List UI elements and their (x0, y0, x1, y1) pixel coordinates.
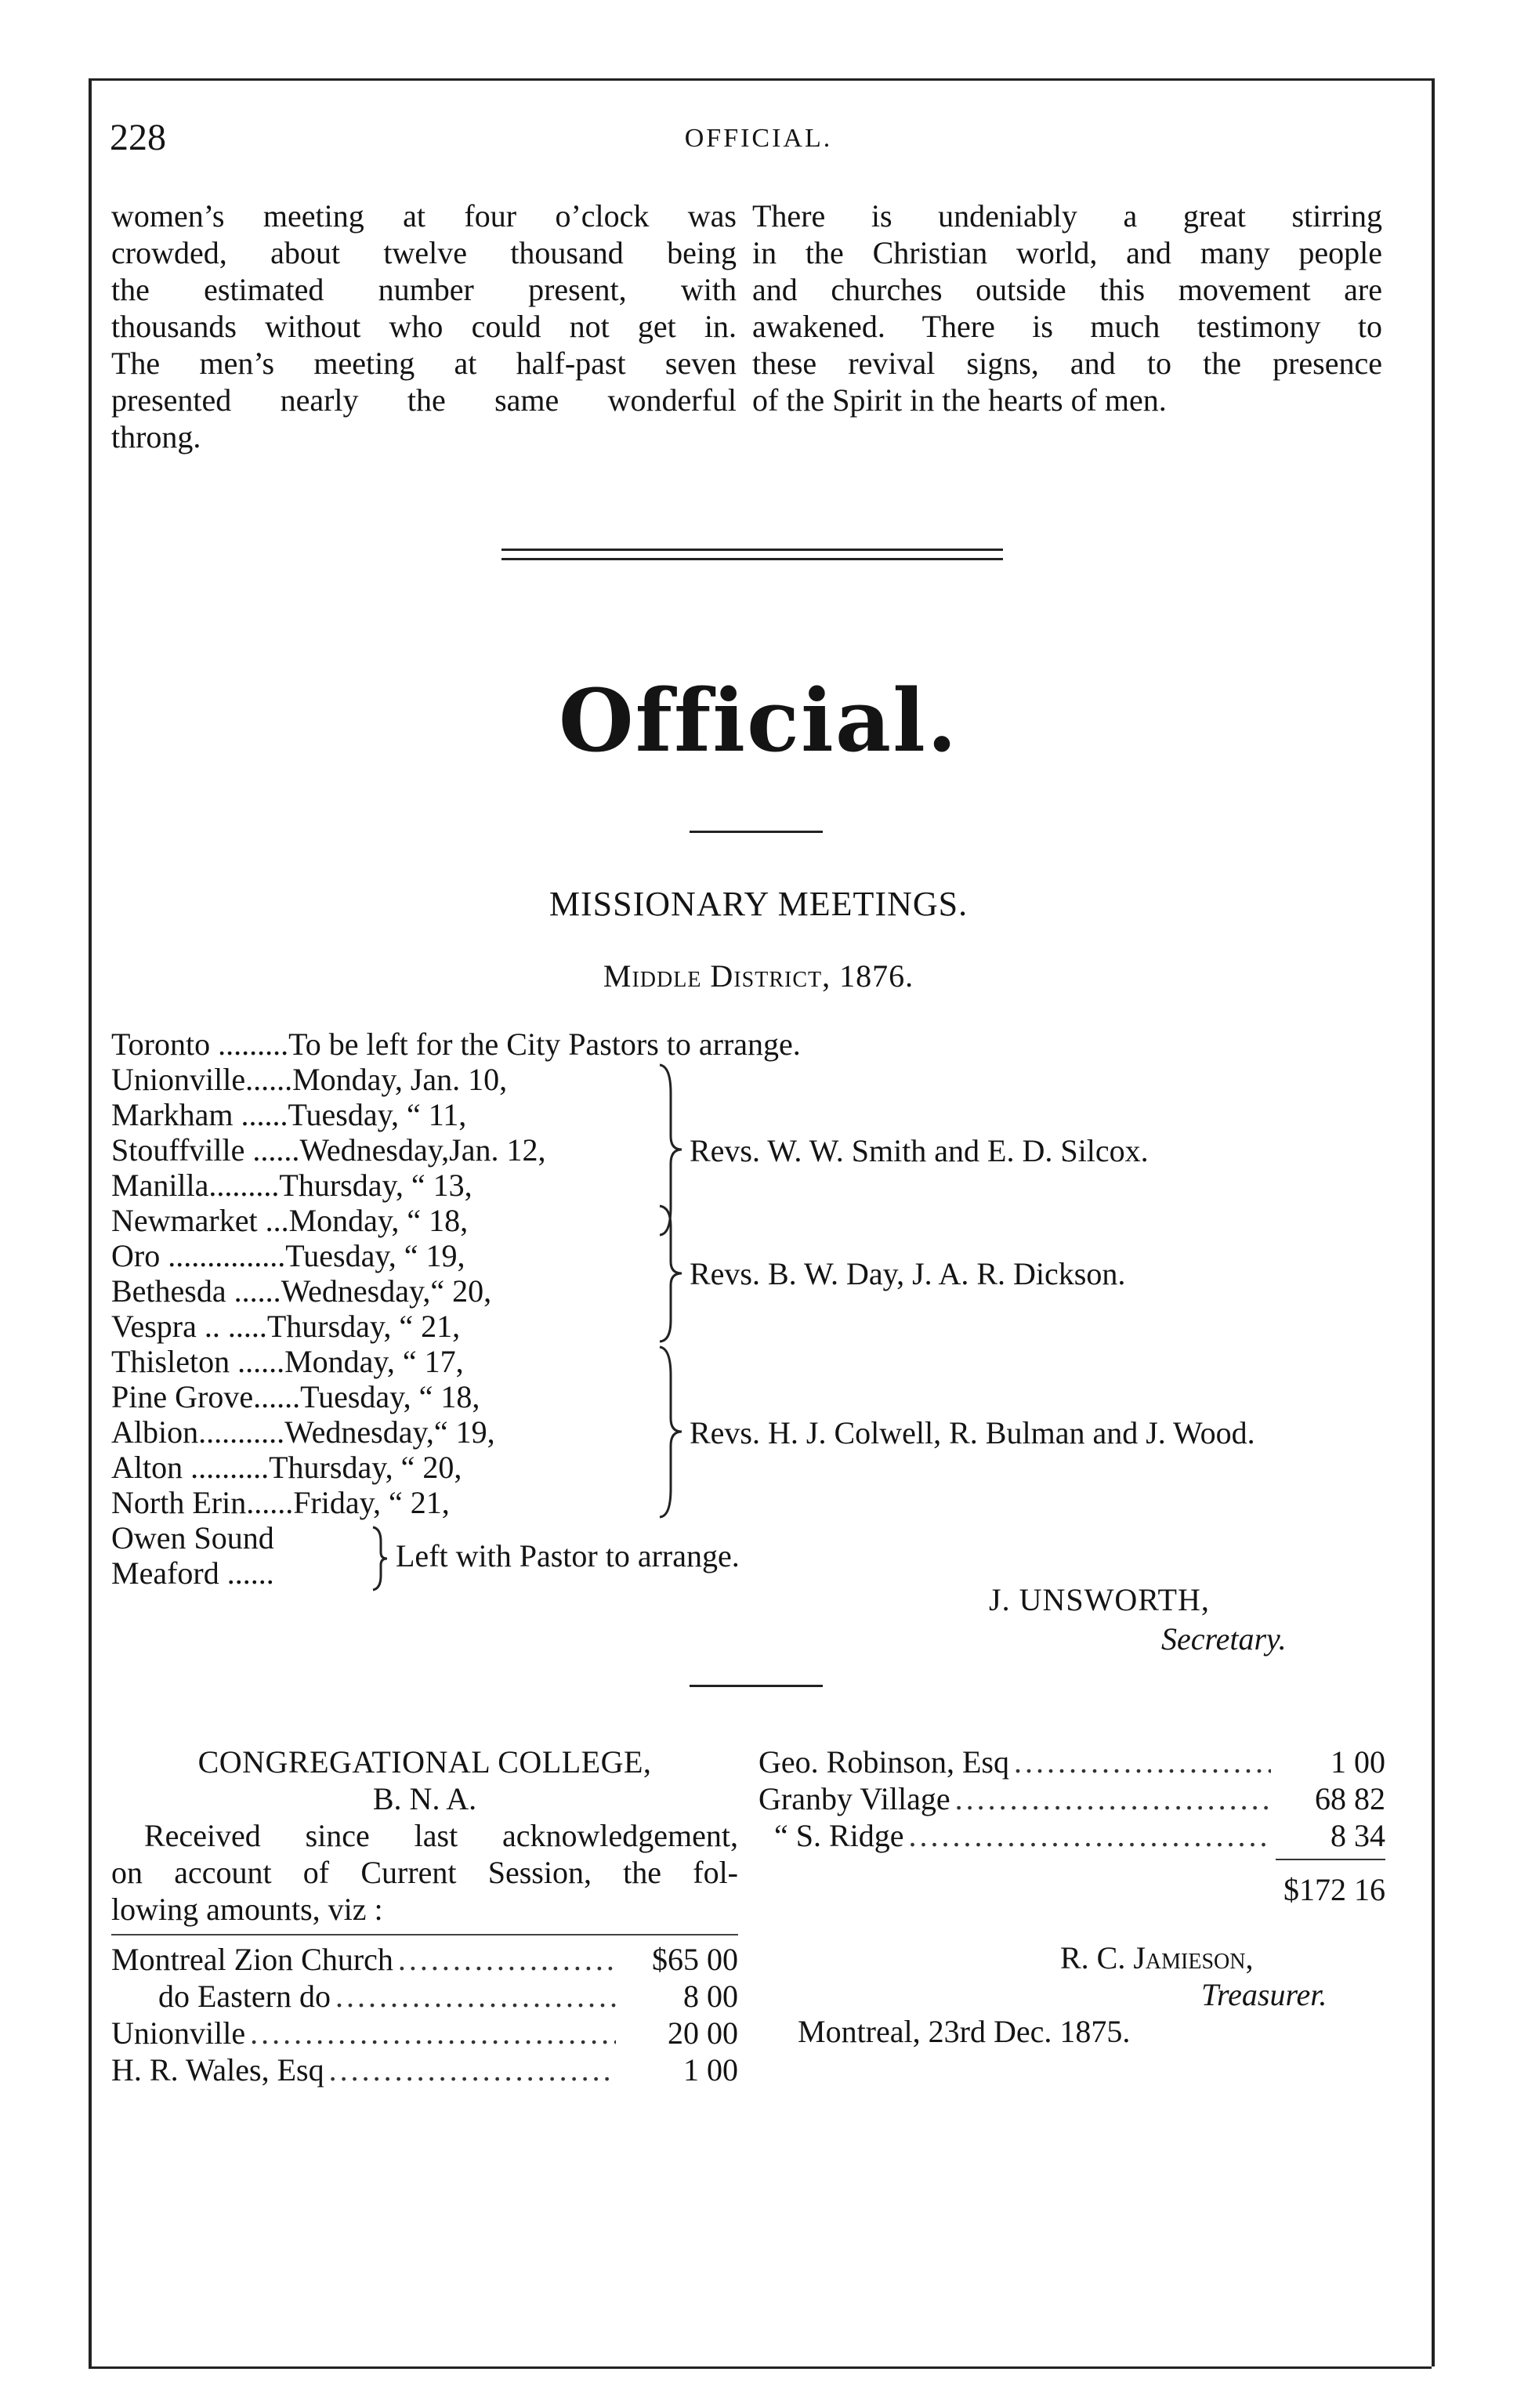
double-rule-top (501, 549, 1003, 551)
text-line: The men’s meeting at half-past seven (111, 346, 737, 381)
top-border (89, 78, 1432, 81)
signature-name: J. UNSWORTH, (989, 1582, 1210, 1617)
entry-amount: 1 00 (1331, 1744, 1385, 1780)
intro-line: on account of Current Session, the fol- (111, 1855, 738, 1890)
intro-line: lowing amounts, viz : (111, 1892, 383, 1927)
brace-group-4 (370, 1524, 390, 1593)
group-label: Revs. W. W. Smith and E. D. Silcox. (690, 1133, 1149, 1168)
schedule-row (111, 1273, 491, 1309)
total-amount: $172 16 (1283, 1872, 1385, 1907)
treasurer-title: Treasurer. (1201, 1977, 1327, 2012)
missionary-heading: MISSIONARY MEETINGS. (549, 885, 968, 923)
entry-row (111, 1978, 738, 2015)
place: Pine Grove...... (111, 1379, 301, 1414)
when: Wednesday,Jan. 12, (299, 1132, 546, 1168)
schedule-row (111, 1379, 480, 1414)
brace-group-2 (655, 1203, 686, 1344)
place: Vespra .. ..... (111, 1309, 267, 1344)
entry-name: do Eastern do (158, 1979, 331, 2014)
entry-row (758, 1780, 1385, 1817)
place: Alton .......... (111, 1450, 270, 1485)
entry-row (111, 2015, 738, 2051)
schedule-row (111, 1132, 545, 1168)
entry-name: Unionville (111, 2015, 246, 2051)
treasurer-name: R. C. Jamieson, (1060, 1940, 1254, 1975)
when: Tuesday, “ 18, (300, 1379, 480, 1414)
entry-name: Granby Village (758, 1781, 950, 1816)
place: Meaford ...... (111, 1555, 274, 1591)
place: Newmarket ... (111, 1203, 289, 1238)
place: Owen Sound (111, 1520, 274, 1555)
place: Albion........... (111, 1414, 285, 1450)
text-line: and churches outside this movement are (752, 272, 1382, 307)
schedule-row (111, 1062, 507, 1097)
place: North Erin...... (111, 1485, 294, 1520)
when: Wednesday,“ 20, (281, 1273, 492, 1309)
place: Oro ............... (111, 1238, 286, 1273)
section-title: Official. (558, 670, 959, 771)
group-label: Revs. H. J. Colwell, R. Bulman and J. Wood. (690, 1415, 1255, 1450)
double-rule-bottom (501, 558, 1003, 560)
signature-title: Secretary. (1161, 1621, 1287, 1657)
place: Toronto ......... (111, 1027, 289, 1062)
missionary-subheading: Middle District, 1876. (603, 958, 914, 994)
brace-group-3 (655, 1344, 686, 1520)
left-column (111, 197, 737, 455)
when: Thursday, “ 21, (266, 1309, 461, 1344)
divider (111, 1934, 738, 1936)
place: Thisleton ...... (111, 1344, 285, 1379)
entry-row (111, 1941, 738, 1978)
when: To be left for the City Pastors to arrange. (288, 1027, 801, 1062)
schedule-row (111, 1485, 450, 1520)
entry-amount: 20 00 (668, 2015, 738, 2051)
place: Markham ...... (111, 1097, 288, 1132)
when: Thursday, “ 20, (269, 1450, 462, 1485)
place: Stouffville ...... (111, 1132, 300, 1168)
entry-amount: 8 34 (1331, 1818, 1385, 1853)
college-right (758, 1744, 1385, 2050)
when: Thursday, “ 13, (279, 1168, 472, 1203)
college-heading: CONGREGATIONAL COLLEGE, (197, 1744, 652, 1780)
schedule-row (111, 1168, 472, 1203)
text-line: crowded, about twelve thousand being (111, 235, 737, 270)
schedule-row (111, 1414, 495, 1450)
place: Manilla......... (111, 1168, 280, 1203)
entry-name: Geo. Robinson, Esq (758, 1744, 1009, 1780)
schedule-row (111, 1238, 465, 1273)
running-title: OFFICIAL. (684, 124, 833, 153)
place: Bethesda ...... (111, 1273, 281, 1309)
college-left (111, 1744, 738, 2088)
text-line: awakened. There is much testimony to (752, 309, 1382, 344)
entry-row (758, 1744, 1385, 1780)
college-subheading: B. N. A. (372, 1781, 477, 1816)
schedule-row (111, 1097, 466, 1132)
schedule-row (111, 1203, 468, 1238)
entry-name: “ S. Ridge (774, 1818, 904, 1853)
when: Friday, “ 21, (293, 1485, 450, 1520)
bottom-border (89, 2366, 1432, 2369)
entry-name: Montreal Zion Church (111, 1942, 393, 1977)
right-column (752, 197, 1382, 418)
group-label: Left with Pastor to arrange. (396, 1538, 740, 1573)
when: Tuesday, “ 11, (288, 1097, 467, 1132)
text-line: presented nearly the same wonderful (111, 382, 737, 418)
text-line: in the Christian world, and many people (752, 235, 1382, 270)
entry-amount: $65 00 (652, 1942, 738, 1977)
text-line: thousands without who could not get in. (111, 309, 737, 344)
schedule-row (111, 1309, 460, 1344)
text-line: these revival signs, and to the presence (752, 346, 1382, 381)
when: Wednesday,“ 19, (284, 1414, 495, 1450)
total-rule (1276, 1859, 1385, 1860)
page-number: 228 (110, 117, 166, 158)
short-rule (690, 1685, 823, 1687)
intro-line: Received since last acknowledgement, (144, 1818, 738, 1853)
text-line: throng. (111, 419, 201, 454)
entry-amount: 1 00 (683, 2052, 738, 2088)
schedule-row (111, 1555, 274, 1591)
text-line: of the Spirit in the hearts of men. (752, 382, 1167, 418)
schedule-row (111, 1344, 464, 1379)
place: Unionville...... (111, 1062, 293, 1097)
when: Monday, “ 18, (288, 1203, 469, 1238)
short-rule (690, 831, 823, 833)
text-line: the estimated number present, with (111, 272, 737, 307)
when: Tuesday, “ 19, (285, 1238, 465, 1273)
schedule-row (111, 1450, 462, 1485)
group-label: Revs. B. W. Day, J. A. R. Dickson. (690, 1256, 1126, 1291)
entry-row (758, 1817, 1385, 1854)
when: Monday, “ 17, (284, 1344, 464, 1379)
schedule-row (111, 1520, 274, 1555)
when: Monday, Jan. 10, (292, 1062, 508, 1097)
text-line: women’s meeting at four o’clock was (111, 198, 737, 234)
text-line: There is undeniably a great stirring (752, 198, 1382, 234)
dateline: Montreal, 23rd Dec. 1875. (798, 2014, 1131, 2049)
entry-amount: 8 00 (683, 1979, 738, 2014)
entry-name: H. R. Wales, Esq (111, 2052, 324, 2088)
entry-row (111, 2051, 738, 2088)
entry-amount: 68 82 (1315, 1781, 1385, 1816)
schedule-row (111, 1027, 801, 1062)
